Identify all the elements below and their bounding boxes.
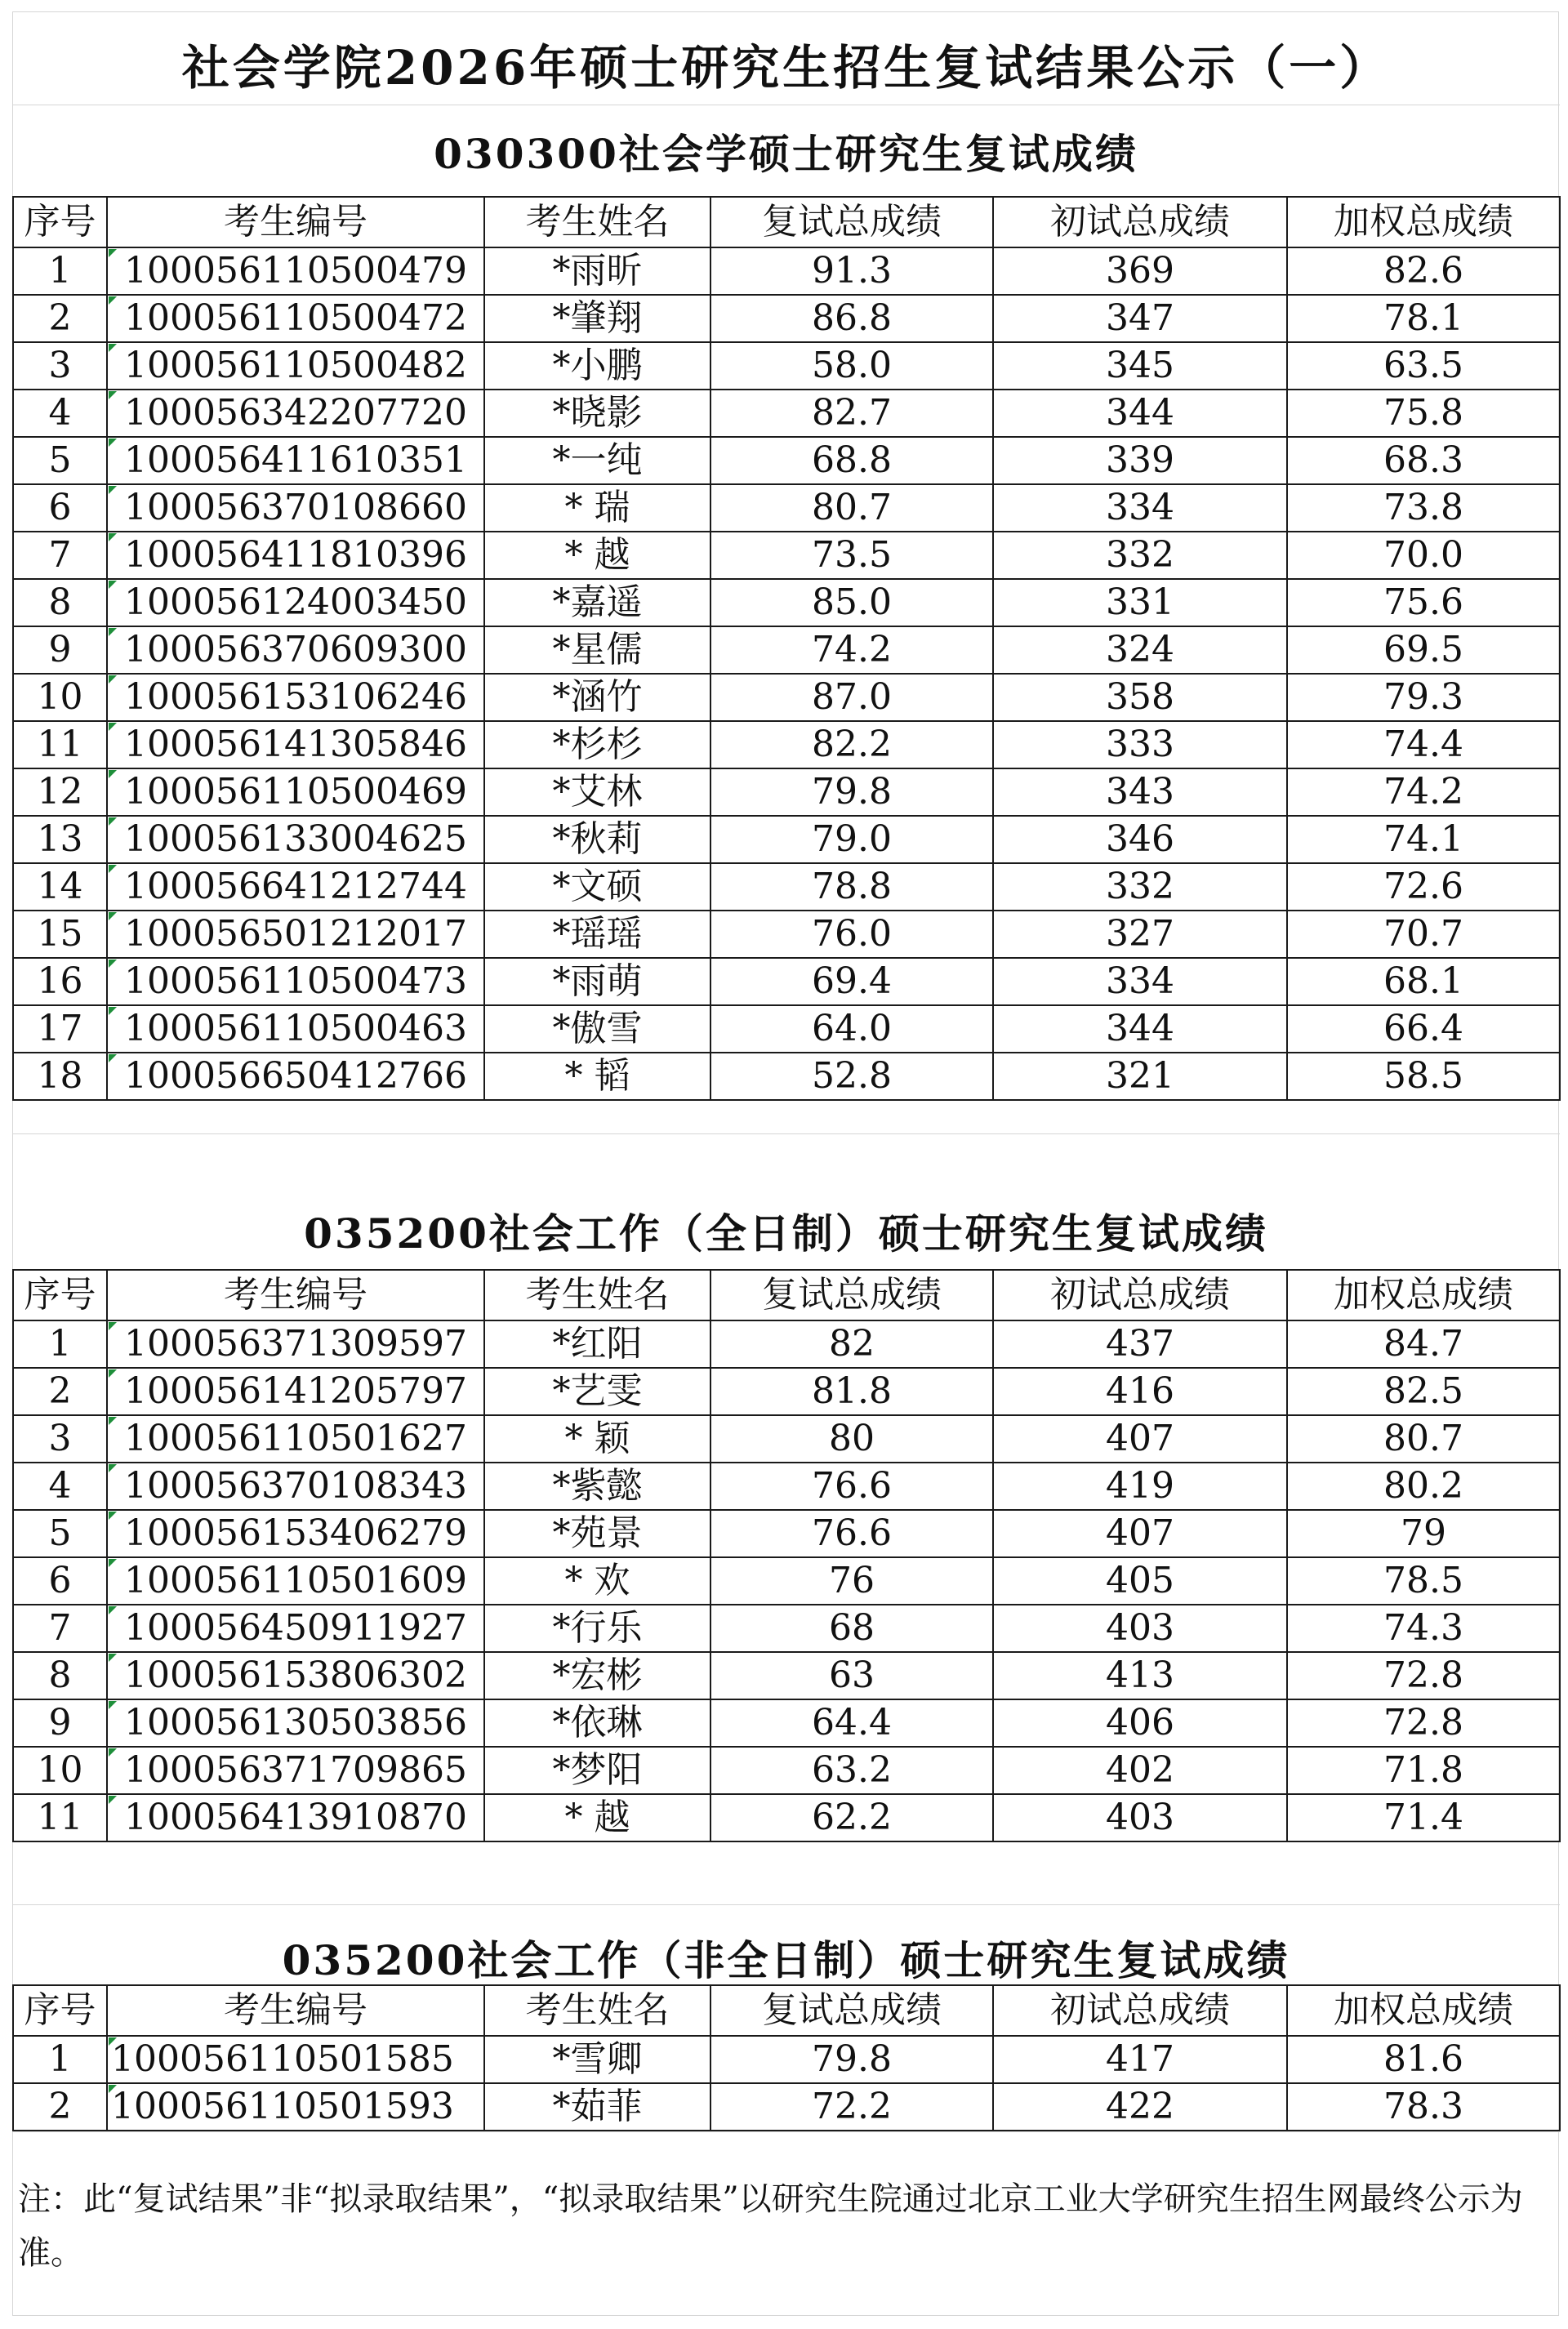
cell-weighted-score: 63.5 <box>1287 342 1560 390</box>
page-title: 社会学院2026年硕士研究生招生复试结果公示（一） <box>181 40 1391 96</box>
cell-retest-score: 63 <box>710 1652 993 1699</box>
cell-retest-score: 79.8 <box>710 2036 993 2083</box>
table-header-row <box>13 1985 1560 2036</box>
header-seq: 序号 <box>13 1985 107 2036</box>
section-title-social-work-fulltime: 035200社会工作（全日制）硕士研究生复试成绩 <box>304 1209 1268 1258</box>
cell-prelim-score: 346 <box>993 816 1287 863</box>
cell-weighted-score: 73.8 <box>1287 484 1560 532</box>
divider <box>12 1133 1560 1134</box>
cell-seq: 11 <box>13 721 107 768</box>
cell-seq: 8 <box>13 579 107 626</box>
table-row <box>13 1747 1560 1794</box>
cell-prelim-score: 419 <box>993 1463 1287 1510</box>
cell-retest-score: 76.6 <box>710 1510 993 1557</box>
cell-candidate-id: 100056110500469 <box>107 768 484 816</box>
cell-prelim-score: 331 <box>993 579 1287 626</box>
cell-retest-score: 79.0 <box>710 816 993 863</box>
cell-prelim-score: 347 <box>993 295 1287 342</box>
header-name: 考生姓名 <box>484 1270 710 1320</box>
footnote: 注：此“复试结果”非“拟录取结果”，“拟录取结果”以研究生院通过北京工业大学研究生招生网最终公示为准。 <box>18 2180 1523 2272</box>
cell-weighted-score: 69.5 <box>1287 626 1560 674</box>
cell-retest-score: 91.3 <box>710 247 993 295</box>
cell-seq: 17 <box>13 1005 107 1053</box>
cell-prelim-score: 369 <box>993 247 1287 295</box>
cell-candidate-id: 100056110501627 <box>107 1415 484 1463</box>
cell-prelim-score: 334 <box>993 484 1287 532</box>
cell-candidate-name: *茹菲 <box>484 2083 710 2131</box>
header-name: 考生姓名 <box>484 197 710 247</box>
table-row <box>13 532 1560 579</box>
cell-candidate-id: 100056641212744 <box>107 863 484 911</box>
cell-candidate-name: *嘉遥 <box>484 579 710 626</box>
cell-prelim-score: 333 <box>993 721 1287 768</box>
cell-retest-score: 63.2 <box>710 1747 993 1794</box>
cell-weighted-score: 79 <box>1287 1510 1560 1557</box>
cell-seq: 13 <box>13 816 107 863</box>
cell-retest-score: 82.2 <box>710 721 993 768</box>
table-row <box>13 1053 1560 1100</box>
cell-prelim-score: 416 <box>993 1368 1287 1415</box>
cell-prelim-score: 417 <box>993 2036 1287 2083</box>
cell-retest-score: 76.6 <box>710 1463 993 1510</box>
cell-candidate-name: *梦阳 <box>484 1747 710 1794</box>
header-weighted: 加权总成绩 <box>1287 1270 1560 1320</box>
cell-prelim-score: 413 <box>993 1652 1287 1699</box>
table-row <box>13 1368 1560 1415</box>
cell-candidate-id: 100056153106246 <box>107 674 484 721</box>
cell-seq: 11 <box>13 1794 107 1841</box>
cell-seq: 3 <box>13 1415 107 1463</box>
cell-seq: 2 <box>13 295 107 342</box>
cell-candidate-name: * 瑞 <box>484 484 710 532</box>
table-row <box>13 437 1560 484</box>
cell-retest-score: 76 <box>710 1557 993 1605</box>
cell-candidate-id: 100056413910870 <box>107 1794 484 1841</box>
cell-weighted-score: 82.6 <box>1287 247 1560 295</box>
cell-retest-score: 73.5 <box>710 532 993 579</box>
cell-candidate-id: 100056370108660 <box>107 484 484 532</box>
cell-candidate-name: *雨萌 <box>484 958 710 1005</box>
cell-weighted-score: 75.8 <box>1287 390 1560 437</box>
table-row <box>13 295 1560 342</box>
table-row <box>13 579 1560 626</box>
cell-weighted-score: 66.4 <box>1287 1005 1560 1053</box>
cell-prelim-score: 422 <box>993 2083 1287 2131</box>
cell-retest-score: 81.8 <box>710 1368 993 1415</box>
cell-candidate-name: *傲雪 <box>484 1005 710 1053</box>
cell-seq: 2 <box>13 2083 107 2131</box>
cell-prelim-score: 344 <box>993 1005 1287 1053</box>
header-prelim: 初试总成绩 <box>993 197 1287 247</box>
cell-candidate-id: 100056110500472 <box>107 295 484 342</box>
cell-retest-score: 62.2 <box>710 1794 993 1841</box>
cell-seq: 14 <box>13 863 107 911</box>
cell-candidate-id: 100056371709865 <box>107 1747 484 1794</box>
cell-seq: 12 <box>13 768 107 816</box>
cell-prelim-score: 403 <box>993 1605 1287 1652</box>
table-row <box>13 484 1560 532</box>
table-header-row <box>13 197 1560 247</box>
table-row <box>13 816 1560 863</box>
cell-candidate-name: *艺雯 <box>484 1368 710 1415</box>
cell-prelim-score: 324 <box>993 626 1287 674</box>
cell-candidate-name: *星儒 <box>484 626 710 674</box>
cell-seq: 1 <box>13 247 107 295</box>
cell-retest-score: 82.7 <box>710 390 993 437</box>
table-row <box>13 1605 1560 1652</box>
cell-candidate-id: 100056130503856 <box>107 1699 484 1747</box>
cell-candidate-id: 100056342207720 <box>107 390 484 437</box>
cell-candidate-id: 100056141305846 <box>107 721 484 768</box>
header-id: 考生编号 <box>107 1270 484 1320</box>
cell-seq: 4 <box>13 1463 107 1510</box>
cell-candidate-id: 100056153806302 <box>107 1652 484 1699</box>
cell-weighted-score: 80.7 <box>1287 1415 1560 1463</box>
cell-prelim-score: 344 <box>993 390 1287 437</box>
cell-prelim-score: 406 <box>993 1699 1287 1747</box>
cell-candidate-id: 100056141205797 <box>107 1368 484 1415</box>
cell-seq: 18 <box>13 1053 107 1100</box>
cell-weighted-score: 68.3 <box>1287 437 1560 484</box>
cell-weighted-score: 70.7 <box>1287 911 1560 958</box>
cell-candidate-name: *文硕 <box>484 863 710 911</box>
table-row <box>13 390 1560 437</box>
cell-weighted-score: 72.8 <box>1287 1699 1560 1747</box>
cell-weighted-score: 74.1 <box>1287 816 1560 863</box>
cell-prelim-score: 321 <box>993 1053 1287 1100</box>
cell-candidate-name: *秋莉 <box>484 816 710 863</box>
cell-prelim-score: 403 <box>993 1794 1287 1841</box>
table-row <box>13 1005 1560 1053</box>
cell-candidate-id: 100056133004625 <box>107 816 484 863</box>
cell-candidate-name: *宏彬 <box>484 1652 710 1699</box>
cell-candidate-id: 100056501212017 <box>107 911 484 958</box>
divider <box>12 1904 1560 1905</box>
cell-candidate-name: *行乐 <box>484 1605 710 1652</box>
cell-prelim-score: 332 <box>993 532 1287 579</box>
cell-weighted-score: 68.1 <box>1287 958 1560 1005</box>
header-weighted: 加权总成绩 <box>1287 1985 1560 2036</box>
cell-candidate-id: 100056124003450 <box>107 579 484 626</box>
header-name: 考生姓名 <box>484 1985 710 2036</box>
cell-weighted-score: 84.7 <box>1287 1320 1560 1368</box>
cell-weighted-score: 78.1 <box>1287 295 1560 342</box>
cell-weighted-score: 58.5 <box>1287 1053 1560 1100</box>
cell-candidate-name: * 越 <box>484 1794 710 1841</box>
cell-candidate-id: 100056371309597 <box>107 1320 484 1368</box>
cell-prelim-score: 402 <box>993 1747 1287 1794</box>
cell-seq: 15 <box>13 911 107 958</box>
cell-retest-score: 72.2 <box>710 2083 993 2131</box>
cell-candidate-name: *紫懿 <box>484 1463 710 1510</box>
cell-weighted-score: 74.3 <box>1287 1605 1560 1652</box>
cell-candidate-id: 100056110501609 <box>107 1557 484 1605</box>
cell-weighted-score: 75.6 <box>1287 579 1560 626</box>
section-title-sociology: 030300社会学硕士研究生复试成绩 <box>434 130 1138 178</box>
cell-retest-score: 86.8 <box>710 295 993 342</box>
table-header-row <box>13 1270 1560 1320</box>
table-row <box>13 342 1560 390</box>
cell-weighted-score: 74.4 <box>1287 721 1560 768</box>
cell-candidate-id: 100056110500463 <box>107 1005 484 1053</box>
cell-candidate-id: 100056450911927 <box>107 1605 484 1652</box>
table-row <box>13 626 1560 674</box>
cell-candidate-name: *瑶瑶 <box>484 911 710 958</box>
cell-seq: 1 <box>13 2036 107 2083</box>
results-table-social-work-parttime <box>12 1984 1561 2131</box>
header-prelim: 初试总成绩 <box>993 1985 1287 2036</box>
cell-retest-score: 58.0 <box>710 342 993 390</box>
header-seq: 序号 <box>13 1270 107 1320</box>
cell-candidate-name: *一纯 <box>484 437 710 484</box>
cell-seq: 3 <box>13 342 107 390</box>
cell-retest-score: 80 <box>710 1415 993 1463</box>
cell-retest-score: 64.0 <box>710 1005 993 1053</box>
table-row <box>13 2036 1560 2083</box>
table-row <box>13 1510 1560 1557</box>
cell-retest-score: 69.4 <box>710 958 993 1005</box>
cell-prelim-score: 405 <box>993 1557 1287 1605</box>
cell-prelim-score: 345 <box>993 342 1287 390</box>
cell-candidate-id: 100056110500482 <box>107 342 484 390</box>
cell-seq: 10 <box>13 674 107 721</box>
cell-candidate-name: *雨昕 <box>484 247 710 295</box>
cell-retest-score: 64.4 <box>710 1699 993 1747</box>
cell-weighted-score: 71.8 <box>1287 1747 1560 1794</box>
table-row <box>13 1699 1560 1747</box>
cell-seq: 1 <box>13 1320 107 1368</box>
cell-candidate-name: *依琳 <box>484 1699 710 1747</box>
table-row <box>13 674 1560 721</box>
cell-seq: 6 <box>13 1557 107 1605</box>
cell-seq: 7 <box>13 1605 107 1652</box>
header-prelim: 初试总成绩 <box>993 1270 1287 1320</box>
cell-seq: 5 <box>13 1510 107 1557</box>
cell-seq: 9 <box>13 1699 107 1747</box>
table-row <box>13 1794 1560 1841</box>
cell-prelim-score: 407 <box>993 1415 1287 1463</box>
table-row <box>13 1463 1560 1510</box>
cell-candidate-id: 100056110501585 <box>107 2036 484 2083</box>
cell-candidate-id: 100056370108343 <box>107 1463 484 1510</box>
cell-retest-score: 68.8 <box>710 437 993 484</box>
cell-candidate-name: *涵竹 <box>484 674 710 721</box>
cell-weighted-score: 74.2 <box>1287 768 1560 816</box>
cell-candidate-name: *肇翔 <box>484 295 710 342</box>
cell-seq: 8 <box>13 1652 107 1699</box>
header-id: 考生编号 <box>107 1985 484 2036</box>
cell-weighted-score: 78.3 <box>1287 2083 1560 2131</box>
table-row <box>13 1320 1560 1368</box>
cell-weighted-score: 72.8 <box>1287 1652 1560 1699</box>
cell-weighted-score: 81.6 <box>1287 2036 1560 2083</box>
cell-prelim-score: 334 <box>993 958 1287 1005</box>
cell-weighted-score: 79.3 <box>1287 674 1560 721</box>
cell-candidate-id: 100056370609300 <box>107 626 484 674</box>
cell-seq: 4 <box>13 390 107 437</box>
cell-weighted-score: 80.2 <box>1287 1463 1560 1510</box>
section-title-social-work-parttime: 035200社会工作（非全日制）硕士研究生复试成绩 <box>282 1936 1290 1984</box>
cell-retest-score: 82 <box>710 1320 993 1368</box>
table-row <box>13 863 1560 911</box>
cell-seq: 5 <box>13 437 107 484</box>
cell-candidate-id: 100056411810396 <box>107 532 484 579</box>
cell-seq: 9 <box>13 626 107 674</box>
table-row <box>13 958 1560 1005</box>
cell-candidate-id: 100056650412766 <box>107 1053 484 1100</box>
table-row <box>13 1415 1560 1463</box>
header-id: 考生编号 <box>107 197 484 247</box>
cell-prelim-score: 343 <box>993 768 1287 816</box>
cell-candidate-name: *艾林 <box>484 768 710 816</box>
cell-seq: 6 <box>13 484 107 532</box>
cell-candidate-id: 100056411610351 <box>107 437 484 484</box>
cell-candidate-name: * 韬 <box>484 1053 710 1100</box>
table-row <box>13 721 1560 768</box>
table-row <box>13 1652 1560 1699</box>
cell-candidate-name: * 颖 <box>484 1415 710 1463</box>
cell-prelim-score: 437 <box>993 1320 1287 1368</box>
divider <box>12 2131 1560 2132</box>
cell-candidate-id: 100056110500479 <box>107 247 484 295</box>
header-retest: 复试总成绩 <box>710 1985 993 2036</box>
cell-candidate-name: * 越 <box>484 532 710 579</box>
cell-weighted-score: 72.6 <box>1287 863 1560 911</box>
cell-prelim-score: 327 <box>993 911 1287 958</box>
cell-retest-score: 68 <box>710 1605 993 1652</box>
cell-candidate-name: *杉杉 <box>484 721 710 768</box>
cell-prelim-score: 407 <box>993 1510 1287 1557</box>
cell-candidate-name: *红阳 <box>484 1320 710 1368</box>
cell-retest-score: 74.2 <box>710 626 993 674</box>
table-row <box>13 911 1560 958</box>
cell-candidate-id: 100056153406279 <box>107 1510 484 1557</box>
header-weighted: 加权总成绩 <box>1287 197 1560 247</box>
cell-retest-score: 85.0 <box>710 579 993 626</box>
cell-weighted-score: 70.0 <box>1287 532 1560 579</box>
results-table-social-work-fulltime <box>12 1269 1561 1842</box>
table-row <box>13 247 1560 295</box>
cell-seq: 7 <box>13 532 107 579</box>
cell-retest-score: 79.8 <box>710 768 993 816</box>
cell-retest-score: 52.8 <box>710 1053 993 1100</box>
table-row <box>13 2083 1560 2131</box>
cell-candidate-name: *晓影 <box>484 390 710 437</box>
table-row <box>13 1557 1560 1605</box>
cell-candidate-name: *雪卿 <box>484 2036 710 2083</box>
cell-candidate-name: * 欢 <box>484 1557 710 1605</box>
cell-prelim-score: 339 <box>993 437 1287 484</box>
header-seq: 序号 <box>13 197 107 247</box>
table-row <box>13 768 1560 816</box>
cell-seq: 10 <box>13 1747 107 1794</box>
cell-candidate-id: 100056110500473 <box>107 958 484 1005</box>
cell-prelim-score: 332 <box>993 863 1287 911</box>
cell-retest-score: 78.8 <box>710 863 993 911</box>
cell-prelim-score: 358 <box>993 674 1287 721</box>
cell-candidate-id: 100056110501593 <box>107 2083 484 2131</box>
cell-retest-score: 87.0 <box>710 674 993 721</box>
header-retest: 复试总成绩 <box>710 197 993 247</box>
cell-weighted-score: 78.5 <box>1287 1557 1560 1605</box>
cell-retest-score: 80.7 <box>710 484 993 532</box>
cell-weighted-score: 71.4 <box>1287 1794 1560 1841</box>
cell-weighted-score: 82.5 <box>1287 1368 1560 1415</box>
header-retest: 复试总成绩 <box>710 1270 993 1320</box>
cell-candidate-name: *苑景 <box>484 1510 710 1557</box>
cell-seq: 2 <box>13 1368 107 1415</box>
cell-candidate-name: *小鹏 <box>484 342 710 390</box>
cell-seq: 16 <box>13 958 107 1005</box>
cell-retest-score: 76.0 <box>710 911 993 958</box>
results-table-sociology <box>12 196 1561 1101</box>
